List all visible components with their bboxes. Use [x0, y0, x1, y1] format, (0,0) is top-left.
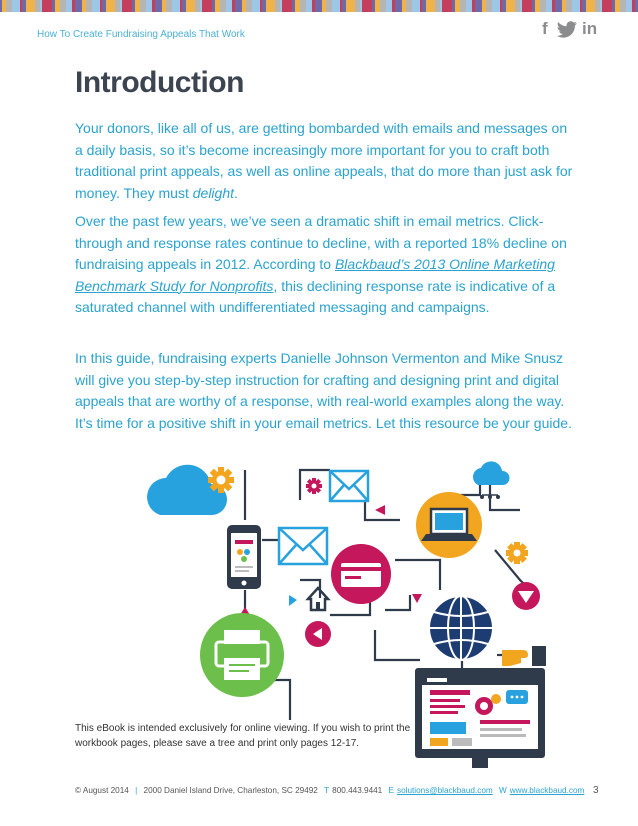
stripe: [532, 0, 535, 12]
stripe: [486, 0, 492, 12]
stripe: [582, 0, 586, 12]
stripe: [492, 0, 495, 12]
stripe: [166, 0, 172, 12]
play-icon: [305, 621, 331, 647]
stripe: [102, 0, 106, 12]
monitor-icon: [415, 668, 545, 768]
stripe: [482, 0, 486, 12]
footer-email-link[interactable]: solutions@blackbaud.com: [397, 786, 493, 795]
stripe: [562, 0, 566, 12]
stripe: [595, 0, 600, 12]
stripe: [66, 0, 72, 12]
stripe: [566, 0, 572, 12]
stripe: [362, 0, 366, 12]
stripe: [260, 0, 262, 12]
stripe: [392, 0, 395, 12]
stripe: [315, 0, 320, 12]
stripe: [586, 0, 592, 12]
document-title: How To Create Fundraising Appeals That Work: [37, 29, 245, 40]
stripe: [455, 0, 460, 12]
stripe: [462, 0, 466, 12]
stripe: [80, 0, 82, 12]
envelope-icon: [330, 471, 368, 501]
stripe: [395, 0, 400, 12]
stripe: [542, 0, 546, 12]
stripe: [592, 0, 595, 12]
paragraph-1: [75, 118, 575, 204]
stripe: [540, 0, 542, 12]
footer: [75, 786, 584, 795]
stripe: [226, 0, 232, 12]
stripe: [172, 0, 175, 12]
paragraph-3: In this guide, fundraising experts Danielle Johnson Vermenton and Mike Snusz will give you step-by-step instruction for crafting and designing print and digital appeals that are worthy of a response, with real-world examples along the way. It’s time for a positive shift in your email metrics. Let this resource be your guide.: [75, 350, 572, 431]
stripe: [282, 0, 286, 12]
globe-icon: [429, 596, 493, 660]
stripe: [35, 0, 40, 12]
stripe: [246, 0, 252, 12]
stripe: [575, 0, 580, 12]
stripe: [386, 0, 392, 12]
down-arrow-icon: [512, 582, 540, 610]
stripe: [222, 0, 226, 12]
stripe: [162, 0, 166, 12]
stripe: [146, 0, 152, 12]
stripe: [312, 0, 315, 12]
stripe: [42, 0, 46, 12]
stripe: [106, 0, 112, 12]
stripe: [142, 0, 146, 12]
stripe: [622, 0, 626, 12]
stripe: [280, 0, 282, 12]
stripe: [512, 0, 515, 12]
stripe: [546, 0, 552, 12]
website-label: W: [498, 786, 507, 795]
stripe: [560, 0, 562, 12]
footer-website-link[interactable]: www.blackbaud.com: [509, 786, 585, 795]
paragraph-1-end: .: [234, 184, 238, 201]
stripe: [606, 0, 612, 12]
stripe: [115, 0, 120, 12]
stripe: [495, 0, 500, 12]
stripe: [212, 0, 215, 12]
stripe: [275, 0, 280, 12]
stripe: [20, 0, 22, 12]
stripe: [382, 0, 386, 12]
stripe: [466, 0, 472, 12]
stripe: [192, 0, 195, 12]
phone-label: T: [324, 786, 330, 795]
stripe: [372, 0, 375, 12]
stripe: [40, 0, 42, 12]
stripe: [255, 0, 260, 12]
stripe: [242, 0, 246, 12]
stripe: [406, 0, 412, 12]
stripe: [220, 0, 222, 12]
gear-icon: [306, 478, 322, 494]
home-icon: [308, 588, 328, 610]
printer-icon: [200, 613, 284, 697]
stripe: [295, 0, 300, 12]
stripe: [502, 0, 506, 12]
color-stripe-bar: [0, 0, 638, 12]
stripe: [6, 0, 12, 12]
stripe: [620, 0, 622, 12]
stripe: [112, 0, 115, 12]
print-note: This eBook is intended exclusively for online viewing. If you wish to print the workbook pages, please save a tree and print only pages 12-17.: [75, 723, 411, 749]
stripe: [252, 0, 255, 12]
stripe: [306, 0, 312, 12]
stripe: [346, 0, 352, 12]
stripe: [86, 0, 92, 12]
stripe: [506, 0, 512, 12]
stripe: [262, 0, 266, 12]
stripe: [440, 0, 442, 12]
emphasis-delight: delight: [192, 184, 235, 201]
stripe: [340, 0, 342, 12]
stripe: [600, 0, 602, 12]
stripe: [122, 0, 126, 12]
stripe: [380, 0, 382, 12]
stripe: [195, 0, 200, 12]
pointing-hand-icon: [502, 646, 546, 666]
stripe: [412, 0, 415, 12]
paragraph-1-text: Your donors, like all of us, are getting bombarded with emails and messages on a daily basis, so it’s become increasingly more important for you to craft both traditional print appeals, as well as online appeals, that do more than just ask for money. They must: [75, 120, 573, 201]
stripe: [332, 0, 335, 12]
stripe: [420, 0, 422, 12]
stripe: [572, 0, 575, 12]
stripe: [515, 0, 520, 12]
credit-card-icon: [331, 544, 391, 604]
stripe: [182, 0, 186, 12]
footer-separator: |: [135, 786, 138, 795]
page-title: Introduction: [75, 66, 244, 99]
stripe: [2, 0, 6, 12]
stripe: [155, 0, 160, 12]
stripe: [475, 0, 480, 12]
stripe: [415, 0, 420, 12]
stripe: [126, 0, 132, 12]
stripe: [22, 0, 26, 12]
smartphone-icon: [227, 525, 261, 589]
twitter-icon[interactable]: [556, 21, 578, 39]
paragraph-2: [75, 211, 575, 319]
email-label: E: [388, 786, 394, 795]
page-number: 3: [593, 785, 599, 796]
stripe: [135, 0, 140, 12]
stripe: [266, 0, 272, 12]
stripe: [186, 0, 192, 12]
paragraph-2-end: , this declining response rate is indicative of a saturated channel with undifferentiated messaging and campaigns.: [75, 277, 556, 315]
stripe: [402, 0, 406, 12]
stripe: [240, 0, 242, 12]
stripe: [320, 0, 322, 12]
stripe: [292, 0, 295, 12]
stripe: [60, 0, 62, 12]
stripe: [355, 0, 360, 12]
stripe: [500, 0, 502, 12]
stripe: [375, 0, 380, 12]
stripe: [626, 0, 632, 12]
stripe: [452, 0, 455, 12]
stripe: [75, 0, 80, 12]
stripe: [26, 0, 32, 12]
stripe: [460, 0, 462, 12]
stripe: [326, 0, 332, 12]
down-arrow-marker: [412, 594, 422, 603]
stripe: [206, 0, 212, 12]
stripe: [200, 0, 202, 12]
stripe: [300, 0, 302, 12]
laptop-icon: [416, 492, 482, 558]
stripe: [615, 0, 620, 12]
footer-address: 2000 Daniel Island Drive, Charleston, SC 29492: [143, 786, 318, 795]
stripe: [612, 0, 615, 12]
stripe: [302, 0, 306, 12]
stripe: [120, 0, 122, 12]
stripe: [480, 0, 482, 12]
stripe: [580, 0, 582, 12]
stripe: [442, 0, 446, 12]
stripe: [175, 0, 180, 12]
arrow-marker: [289, 595, 297, 606]
stripe: [95, 0, 100, 12]
stripe: [92, 0, 95, 12]
stripe: [202, 0, 206, 12]
stripe: [360, 0, 362, 12]
stripe: [72, 0, 75, 12]
stripe: [526, 0, 532, 12]
stripe: [132, 0, 135, 12]
stripe: [55, 0, 60, 12]
stripe: [180, 0, 182, 12]
stripe: [82, 0, 86, 12]
stripe: [366, 0, 372, 12]
linkedin-icon[interactable]: in: [582, 19, 598, 38]
benchmark-study-link[interactable]: Blackbaud’s 2013 Online Marketing Benchmark Study for Nonprofits: [75, 256, 555, 294]
play-icon: [375, 505, 385, 515]
stripe: [520, 0, 522, 12]
stripe: [46, 0, 52, 12]
stripe: [535, 0, 540, 12]
stripe: [472, 0, 475, 12]
stripe: [232, 0, 235, 12]
stripe: [632, 0, 635, 12]
stripe: [342, 0, 346, 12]
stripe: [62, 0, 66, 12]
gear-icon: [208, 467, 234, 493]
stripe: [152, 0, 155, 12]
stripe: [272, 0, 275, 12]
footer-phone: 800.443.9441: [332, 786, 383, 795]
facebook-icon[interactable]: f: [542, 19, 548, 38]
stripe: [400, 0, 402, 12]
stripe: [335, 0, 340, 12]
stripe: [432, 0, 435, 12]
stripe: [426, 0, 432, 12]
stripe: [435, 0, 440, 12]
stripe: [160, 0, 162, 12]
stripe: [15, 0, 20, 12]
stripe: [235, 0, 240, 12]
stripe: [322, 0, 326, 12]
stripe: [446, 0, 452, 12]
stripe: [0, 0, 2, 12]
stripe: [555, 0, 560, 12]
stripe: [52, 0, 55, 12]
stripe: [100, 0, 102, 12]
stripe: [286, 0, 292, 12]
stripe: [352, 0, 355, 12]
cloud-icon: [473, 461, 509, 499]
footer-date: © August 2014: [75, 786, 129, 795]
stripe: [602, 0, 606, 12]
stripe: [522, 0, 526, 12]
paragraph-2-text: Over the past few years, we’ve seen a dramatic shift in email metrics. Click-through and response rates continue to decline, with a reported 18% decline on fundraising appeals in 2012. According to: [75, 213, 567, 272]
stripe: [140, 0, 142, 12]
stripe: [12, 0, 15, 12]
stripe: [422, 0, 426, 12]
gear-icon: [506, 542, 528, 564]
stripe: [215, 0, 220, 12]
stripe: [32, 0, 35, 12]
stripe: [552, 0, 555, 12]
envelope-icon: [279, 528, 327, 564]
